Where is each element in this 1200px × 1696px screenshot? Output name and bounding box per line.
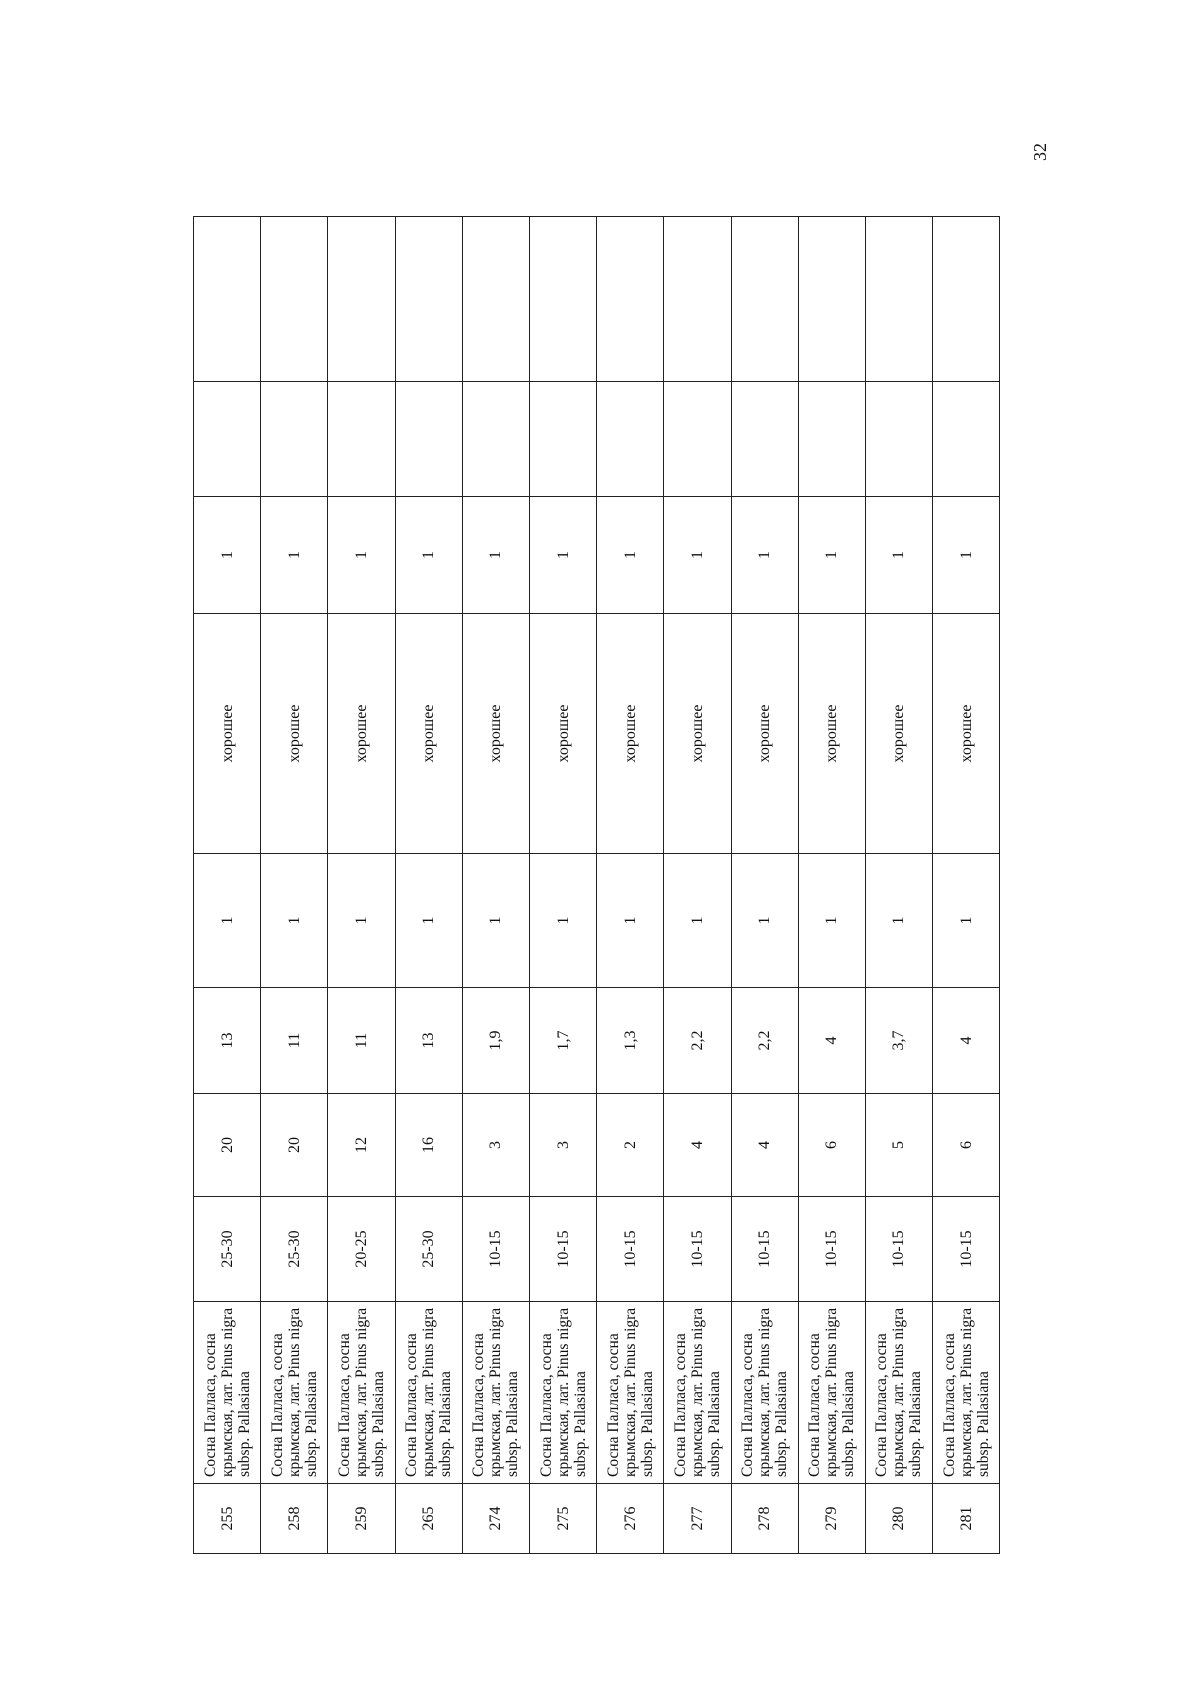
diameter-cell: 6 (933, 1094, 1000, 1197)
empty-cell (933, 382, 1000, 497)
tree-number-cell: 265 (395, 1484, 462, 1554)
category-cell: 1 (731, 497, 798, 614)
count-cell: 1 (395, 854, 462, 988)
diameter-cell: 4 (731, 1094, 798, 1197)
empty-cell (798, 217, 865, 382)
category-cell: 1 (933, 497, 1000, 614)
empty-cell (395, 382, 462, 497)
category-cell: 1 (529, 497, 596, 614)
species-cell: Сосна Палласа, сосна крымская, лат. Pinus nigra subsp. Pallasiana (194, 1302, 261, 1484)
condition-cell: хорошее (395, 614, 462, 854)
height-cell: 4 (798, 988, 865, 1094)
category-cell: 1 (597, 497, 664, 614)
empty-cell (328, 217, 395, 382)
empty-cell (261, 382, 328, 497)
count-cell: 1 (731, 854, 798, 988)
empty-cell (597, 382, 664, 497)
table-row (194, 217, 261, 1554)
count-cell: 1 (798, 854, 865, 988)
diameter-cell: 3 (462, 1094, 529, 1197)
category-cell: 1 (462, 497, 529, 614)
category-cell: 1 (328, 497, 395, 614)
species-cell: Сосна Палласа, сосна крымская, лат. Pinus nigra subsp. Pallasiana (798, 1302, 865, 1484)
condition-cell: хорошее (664, 614, 731, 854)
species-cell: Сосна Палласа, сосна крымская, лат. Pinus nigra subsp. Pallasiana (462, 1302, 529, 1484)
species-cell: Сосна Палласа, сосна крымская, лат. Pinus nigra subsp. Pallasiana (328, 1302, 395, 1484)
count-cell: 1 (933, 854, 1000, 988)
age-cell: 10-15 (933, 1197, 1000, 1302)
tree-number-cell: 276 (597, 1484, 664, 1554)
table-row (529, 217, 596, 1554)
tree-number-cell: 259 (328, 1484, 395, 1554)
diameter-cell: 20 (261, 1094, 328, 1197)
table-rotated-container (193, 217, 999, 1554)
age-cell: 10-15 (664, 1197, 731, 1302)
condition-cell: хорошее (328, 614, 395, 854)
table-body (194, 217, 1000, 1554)
species-cell: Сосна Палласа, сосна крымская, лат. Pinus nigra subsp. Pallasiana (664, 1302, 731, 1484)
age-cell: 25-30 (194, 1197, 261, 1302)
count-cell: 1 (462, 854, 529, 988)
height-cell: 11 (261, 988, 328, 1094)
category-cell: 1 (865, 497, 932, 614)
height-cell: 1,9 (462, 988, 529, 1094)
empty-cell (261, 217, 328, 382)
count-cell: 1 (328, 854, 395, 988)
count-cell: 1 (529, 854, 596, 988)
page-number: 32 (1030, 143, 1050, 161)
height-cell: 1,3 (597, 988, 664, 1094)
table-row (933, 217, 1000, 1554)
count-cell: 1 (194, 854, 261, 988)
height-cell: 2,2 (731, 988, 798, 1094)
empty-cell (462, 217, 529, 382)
height-cell: 13 (194, 988, 261, 1094)
category-cell: 1 (194, 497, 261, 614)
height-cell: 3,7 (865, 988, 932, 1094)
table-row (462, 217, 529, 1554)
height-cell: 4 (933, 988, 1000, 1094)
category-cell: 1 (798, 497, 865, 614)
tree-number-cell: 280 (865, 1484, 932, 1554)
empty-cell (731, 382, 798, 497)
empty-cell (194, 217, 261, 382)
condition-cell: хорошее (194, 614, 261, 854)
table-row (731, 217, 798, 1554)
diameter-cell: 3 (529, 1094, 596, 1197)
condition-cell: хорошее (731, 614, 798, 854)
condition-cell: хорошее (865, 614, 932, 854)
empty-cell (865, 382, 932, 497)
table-row (261, 217, 328, 1554)
table-row (798, 217, 865, 1554)
table-row (597, 217, 664, 1554)
empty-cell (865, 217, 932, 382)
empty-cell (529, 217, 596, 382)
tree-number-cell: 281 (933, 1484, 1000, 1554)
tree-inventory-table (193, 216, 1000, 1554)
tree-number-cell: 255 (194, 1484, 261, 1554)
species-cell: Сосна Палласа, сосна крымская, лат. Pinus nigra subsp. Pallasiana (597, 1302, 664, 1484)
species-cell: Сосна Палласа, сосна крымская, лат. Pinus nigra subsp. Pallasiana (933, 1302, 1000, 1484)
tree-number-cell: 277 (664, 1484, 731, 1554)
empty-cell (664, 217, 731, 382)
count-cell: 1 (597, 854, 664, 988)
age-cell: 25-30 (261, 1197, 328, 1302)
empty-cell (395, 217, 462, 382)
diameter-cell: 6 (798, 1094, 865, 1197)
species-cell: Сосна Палласа, сосна крымская, лат. Pinus nigra subsp. Pallasiana (529, 1302, 596, 1484)
diameter-cell: 20 (194, 1094, 261, 1197)
tree-number-cell: 258 (261, 1484, 328, 1554)
empty-cell (597, 217, 664, 382)
diameter-cell: 5 (865, 1094, 932, 1197)
species-cell: Сосна Палласа, сосна крымская, лат. Pinus nigra subsp. Pallasiana (865, 1302, 932, 1484)
count-cell: 1 (865, 854, 932, 988)
age-cell: 10-15 (597, 1197, 664, 1302)
age-cell: 20-25 (328, 1197, 395, 1302)
height-cell: 1,7 (529, 988, 596, 1094)
empty-cell (798, 382, 865, 497)
condition-cell: хорошее (261, 614, 328, 854)
table-row (328, 217, 395, 1554)
count-cell: 1 (664, 854, 731, 988)
tree-number-cell: 278 (731, 1484, 798, 1554)
species-cell: Сосна Палласа, сосна крымская, лат. Pinus nigra subsp. Pallasiana (261, 1302, 328, 1484)
age-cell: 10-15 (865, 1197, 932, 1302)
empty-cell (933, 217, 1000, 382)
condition-cell: хорошее (529, 614, 596, 854)
diameter-cell: 4 (664, 1094, 731, 1197)
diameter-cell: 2 (597, 1094, 664, 1197)
height-cell: 11 (328, 988, 395, 1094)
height-cell: 2,2 (664, 988, 731, 1094)
age-cell: 10-15 (462, 1197, 529, 1302)
table-row (865, 217, 932, 1554)
age-cell: 10-15 (798, 1197, 865, 1302)
tree-number-cell: 275 (529, 1484, 596, 1554)
category-cell: 1 (664, 497, 731, 614)
count-cell: 1 (261, 854, 328, 988)
height-cell: 13 (395, 988, 462, 1094)
age-cell: 25-30 (395, 1197, 462, 1302)
tree-number-cell: 274 (462, 1484, 529, 1554)
age-cell: 10-15 (529, 1197, 596, 1302)
condition-cell: хорошее (933, 614, 1000, 854)
condition-cell: хорошее (798, 614, 865, 854)
empty-cell (462, 382, 529, 497)
species-cell: Сосна Палласа, сосна крымская, лат. Pinus nigra subsp. Pallasiana (395, 1302, 462, 1484)
empty-cell (328, 382, 395, 497)
category-cell: 1 (395, 497, 462, 614)
empty-cell (731, 217, 798, 382)
diameter-cell: 12 (328, 1094, 395, 1197)
condition-cell: хорошее (597, 614, 664, 854)
empty-cell (194, 382, 261, 497)
condition-cell: хорошее (462, 614, 529, 854)
category-cell: 1 (261, 497, 328, 614)
tree-number-cell: 279 (798, 1484, 865, 1554)
table-row (395, 217, 462, 1554)
age-cell: 10-15 (731, 1197, 798, 1302)
table-row (664, 217, 731, 1554)
diameter-cell: 16 (395, 1094, 462, 1197)
empty-cell (664, 382, 731, 497)
empty-cell (529, 382, 596, 497)
species-cell: Сосна Палласа, сосна крымская, лат. Pinus nigra subsp. Pallasiana (731, 1302, 798, 1484)
